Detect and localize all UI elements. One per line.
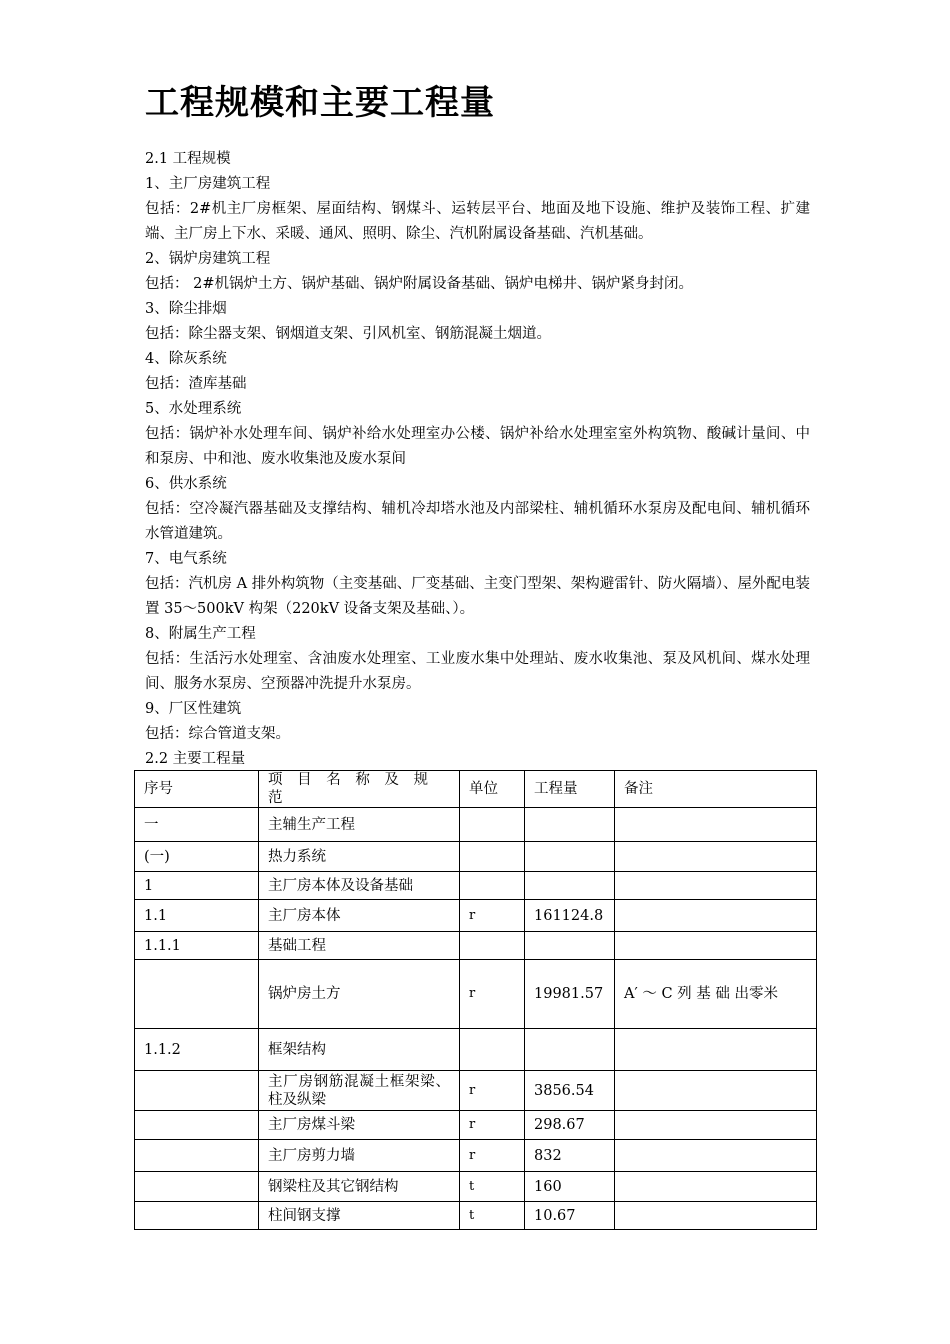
- page-title: 工程规模和主要工程量: [145, 83, 495, 123]
- scope-paragraph: 包括：汽机房 A 排外构筑物（主变基础、厂变基础、主变门型架、架构避雷针、防火隔墙）、屋外配电装置 35～500kV 构架（220kV 设备支架及基础、）。: [145, 576, 810, 617]
- table-cell: A′ ～ C 列 基 础 出零米: [615, 960, 817, 1029]
- table-cell: [460, 808, 525, 842]
- scope-paragraph: 包括：空冷凝汽器基础及支撑结构、辅机冷却塔水池及内部梁柱、辅机循环水泵房及配电间、辅机循环水管道建筑。: [145, 501, 810, 542]
- table-cell: [525, 1029, 615, 1071]
- section-heading: 2.2 主要工程量: [145, 751, 246, 767]
- table-cell: [525, 872, 615, 900]
- table-row: [135, 872, 817, 900]
- table-cell: r: [460, 1071, 525, 1111]
- table-cell: 主辅生产工程: [259, 808, 460, 842]
- table-cell: [615, 1111, 817, 1140]
- scope-paragraph: 包括：锅炉补水处理车间、锅炉补给水处理室办公楼、锅炉补给水处理室室外构筑物、酸碱计量间、中和泵房、中和池、废水收集池及废水泵间: [145, 426, 810, 467]
- table-cell: r: [460, 960, 525, 1029]
- table-cell: [615, 1071, 817, 1111]
- table-cell: 1.1.2: [135, 1029, 259, 1071]
- table-cell: 19981.57: [525, 960, 615, 1029]
- table-cell: 主厂房煤斗梁: [259, 1111, 460, 1140]
- table-cell: 框架结构: [259, 1029, 460, 1071]
- table-cell: 主厂房本体: [259, 900, 460, 932]
- table-cell: 柱间钢支撑: [259, 1202, 460, 1230]
- table-cell: 3856.54: [525, 1071, 615, 1111]
- table-cell: [615, 872, 817, 900]
- header-cell: 工程量: [525, 771, 615, 808]
- table-cell: 钢梁柱及其它钢结构: [259, 1172, 460, 1202]
- scope-paragraph: 包括：除尘器支架、钢烟道支架、引风机室、钢筋混凝土烟道。: [145, 326, 551, 342]
- subsection-heading: 1、主厂房建筑工程: [145, 176, 271, 192]
- subsection-heading: 3、除尘排烟: [145, 301, 227, 317]
- table-cell: 1.1: [135, 900, 259, 932]
- table-cell: [135, 960, 259, 1029]
- table-cell: [615, 932, 817, 960]
- table-cell: r: [460, 900, 525, 932]
- table-cell: [135, 1111, 259, 1140]
- quantities-table: [134, 770, 817, 1230]
- table-cell: 锅炉房土方: [259, 960, 460, 1029]
- table-cell: (一): [135, 842, 259, 872]
- table-cell: [525, 808, 615, 842]
- scope-paragraph: 包括： 2#机锅炉土方、锅炉基础、锅炉附属设备基础、锅炉电梯井、锅炉紧身封闭。: [145, 276, 693, 292]
- scope-paragraph: 包括：渣库基础: [145, 376, 247, 392]
- table-row: [135, 1029, 817, 1071]
- table-row: [135, 900, 817, 932]
- table-cell: 1: [135, 872, 259, 900]
- table-cell: 主厂房剪力墙: [259, 1140, 460, 1172]
- table-row: [135, 1140, 817, 1172]
- subsection-heading: 7、电气系统: [145, 551, 227, 567]
- header-cell: 备注: [615, 771, 817, 808]
- table-cell: r: [460, 1140, 525, 1172]
- body-text: [145, 147, 810, 772]
- header-cell: 项 目 名 称 及 规 范: [259, 771, 460, 808]
- table-cell: [615, 1202, 817, 1230]
- table-cell: [460, 932, 525, 960]
- header-cell: 单位: [460, 771, 525, 808]
- subsection-heading: 8、附属生产工程: [145, 626, 256, 642]
- table-cell: [460, 872, 525, 900]
- table-cell: [615, 1172, 817, 1202]
- table-cell: 10.67: [525, 1202, 615, 1230]
- table-cell: [615, 1029, 817, 1071]
- subsection-heading: 9、厂区性建筑: [145, 701, 242, 717]
- subsection-heading: 2、锅炉房建筑工程: [145, 251, 271, 267]
- table-cell: [615, 1140, 817, 1172]
- header-cell: 序号: [135, 771, 259, 808]
- table-row: [135, 1202, 817, 1230]
- table-cell: [615, 842, 817, 872]
- table-cell: [135, 1071, 259, 1111]
- subsection-heading: 4、除灰系统: [145, 351, 227, 367]
- table-cell: [615, 808, 817, 842]
- table-cell: 热力系统: [259, 842, 460, 872]
- table-row: [135, 1111, 817, 1140]
- table-cell: 主厂房钢筋混凝土框架梁、柱及纵梁: [259, 1071, 460, 1111]
- table-cell: t: [460, 1202, 525, 1230]
- table-cell: 161124.8: [525, 900, 615, 932]
- table-cell: [615, 900, 817, 932]
- table-row: [135, 1172, 817, 1202]
- table-cell: [135, 1172, 259, 1202]
- table-cell: r: [460, 1111, 525, 1140]
- table-header-row: [135, 771, 817, 808]
- subsection-heading: 6、供水系统: [145, 476, 227, 492]
- table-cell: 一: [135, 808, 259, 842]
- table-cell: [460, 1029, 525, 1071]
- table-cell: 1.1.1: [135, 932, 259, 960]
- table-cell: [135, 1202, 259, 1230]
- table-cell: [525, 842, 615, 872]
- subsection-heading: 5、水处理系统: [145, 401, 242, 417]
- table-row: [135, 842, 817, 872]
- table-row: [135, 1071, 817, 1111]
- table-row: [135, 932, 817, 960]
- table-cell: 主厂房本体及设备基础: [259, 872, 460, 900]
- scope-paragraph: 包括：生活污水处理室、含油废水处理室、工业废水集中处理站、废水收集池、泵及风机间、煤水处理间、服务水泵房、空预器冲洗提升水泵房。: [145, 651, 810, 692]
- table-cell: 298.67: [525, 1111, 615, 1140]
- table-cell: [460, 842, 525, 872]
- section-heading: 2.1 工程规模: [145, 151, 231, 167]
- scope-paragraph: 包括：2#机主厂房框架、屋面结构、钢煤斗、运转层平台、地面及地下设施、维护及装饰工程、扩建端、主厂房上下水、采暖、通风、照明、除尘、汽机附属设备基础、汽机基础。: [145, 201, 810, 242]
- table-cell: 832: [525, 1140, 615, 1172]
- table-cell: [135, 1140, 259, 1172]
- table-cell: t: [460, 1172, 525, 1202]
- table-cell: [525, 932, 615, 960]
- table-row: [135, 960, 817, 1029]
- table-row: [135, 808, 817, 842]
- scope-paragraph: 包括：综合管道支架。: [145, 726, 290, 742]
- table-cell: 160: [525, 1172, 615, 1202]
- table-cell: 基础工程: [259, 932, 460, 960]
